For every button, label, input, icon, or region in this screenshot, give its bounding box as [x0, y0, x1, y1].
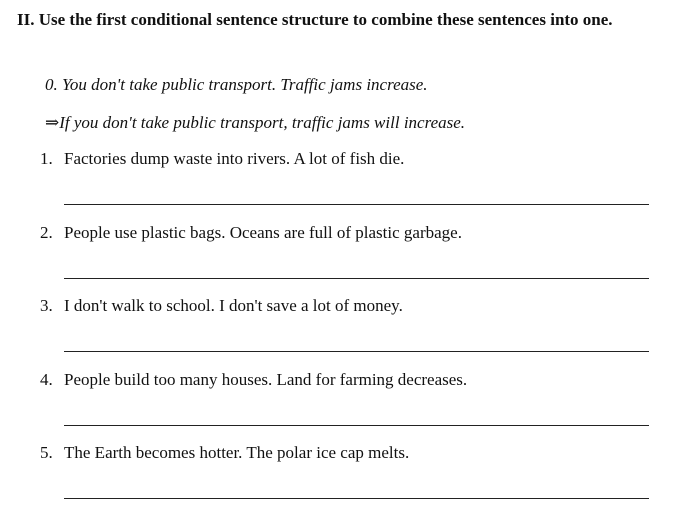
answer-line[interactable]	[64, 204, 649, 205]
example-answer	[45, 113, 465, 133]
example-answer-text: If you don't take public transport, traffic jams will increase.	[59, 113, 466, 132]
question-item	[40, 223, 462, 243]
question-number: 2.	[40, 223, 53, 242]
question-number: 1.	[40, 149, 53, 168]
answer-line[interactable]	[64, 425, 649, 426]
question-text: The Earth becomes hotter. The polar ice cap melts.	[64, 443, 410, 462]
question-item	[40, 296, 403, 316]
exercise-heading: II. Use the first conditional sentence structure to combine these sentences into one.	[17, 10, 613, 29]
question-number: 4.	[40, 370, 53, 389]
answer-line[interactable]	[64, 278, 649, 279]
answer-line[interactable]	[64, 498, 649, 499]
question-text: Factories dump waste into rivers. A lot of fish die.	[64, 149, 405, 168]
question-number: 5.	[40, 443, 53, 462]
question-text: People use plastic bags. Oceans are full of plastic garbage.	[64, 223, 462, 242]
question-text: I don't walk to school. I don't save a lot of money.	[64, 296, 403, 315]
question-item	[40, 443, 409, 463]
question-text: People build too many houses. Land for farming decreases.	[64, 370, 468, 389]
question-item	[40, 370, 467, 390]
question-item	[40, 149, 404, 169]
question-number: 3.	[40, 296, 53, 315]
answer-line[interactable]	[64, 351, 649, 352]
example-prompt: 0. You don't take public transport. Traffic jams increase.	[45, 75, 428, 94]
implies-arrow-icon: ⇒	[45, 113, 60, 132]
